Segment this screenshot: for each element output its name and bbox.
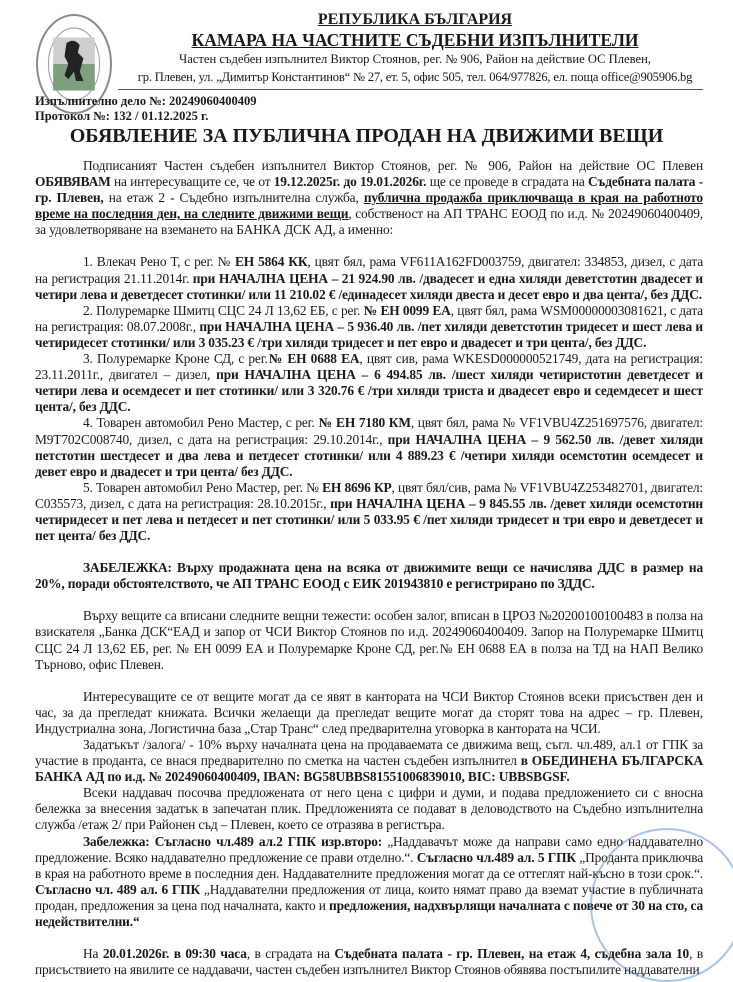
paragraph [35, 415, 703, 479]
text-segment: 3. Полуремарке Кроне СД, с рег. [83, 351, 268, 367]
paragraph [35, 946, 703, 978]
text-segment: ще се проведе в сградата на [426, 174, 589, 190]
text-segment: Съгласно чл.489 ал. 5 ГПК [416, 849, 576, 865]
text-segment: „Наддавачът може да направи само едно наддавателно предложение. Всяко наддавателно предложение се прави отделно.“. [35, 833, 703, 865]
text-segment: при НАЧАЛНА ЦЕНА – 9 845.55 лв. /девет хиляди осемстотин четиридесет и пет лева и петдесет и пет стотинки/ или 5 033.95 € /пет хиляди тридесет и три евро и деветдесет и пет цента/ без ДДС. [35, 495, 704, 544]
paragraph [35, 351, 703, 415]
text-segment: ЕН 8696 КР [322, 479, 392, 495]
text-segment: , собственост на АП ТРАНС ЕООД по и.д. № 20249060400409, за удовлетворяване на вземането на БАНКА ДСК АД, а именно: [35, 206, 703, 238]
text-segment: при НАЧАЛНА ЦЕНА – 6 494.85 лв. /шест хиляди четиристотин деветдесет и четири лева и осемдесет и пет стотинки/ или 3 320.76 € /три хиляди триста и двадесет евро и седемдесет и шест цента/, без ДДС. [35, 367, 703, 415]
text-segment: Съдебната палата - гр. Плевен, [35, 174, 704, 206]
text-segment: 2. Полуремарке Шмитц СЦС 24 Л 13,62 ЕБ, с рег. [83, 302, 364, 318]
text-segment: № ЕН 7180 КМ [318, 415, 411, 431]
paragraph [35, 254, 703, 302]
paragraph [35, 158, 703, 238]
text-segment: Върху вещите са вписани следните вещни тежести: особен залог, вписан в ЦРОЗ №20200100100483 в полза на взискателя „Банка ДСК“ЕАД и запор от ЧСИ Виктор Стоянов по и.д. 20249060400409. Запор на Полуремарке Шмитц СЦС 24 Л 13,62 ЕБ, рег. № ЕН 0099 ЕА и Полуремарке Кроне СД, рег.№ ЕН 0688 ЕА в полза на ТД на НАП Велико Търново, офис Плевен. [35, 608, 703, 672]
text-segment: Подписаният Частен съдебен изпълнител Виктор Стоянов, рег. № 906, Район на действие ОС Плевен [83, 158, 703, 173]
paragraph [35, 737, 703, 785]
protocol-number: Протокол №: 132 / 01.12.2025 г. [35, 109, 209, 123]
text-segment: предложения, надхвърлящи началната с повече от 30 на сто, са недействителни.“ [35, 897, 703, 930]
document-body [35, 158, 703, 978]
text-segment: Забележка: Съгласно чл.489 ал.2 ГПК изр.второ: [83, 833, 383, 849]
text-segment: „Проданта приключва в края на работното време в последния ден. Наддавателните предложения могат да се оттеглят най-късно в този срок.“. [35, 849, 703, 881]
text-segment: 4. Товарен автомобил Рено Мастер, с рег. [83, 415, 319, 431]
text-segment: № ЕН 0099 ЕА [363, 302, 451, 318]
text-segment: на етаж 2 - Съдебно изпълнителна служба, [103, 190, 364, 206]
text-segment: на интересуващите се, че от [110, 174, 274, 190]
text-segment: Задатъкът /залога/ - 10% върху началната цена на продаваемата се движима вещ, съгл. чл.489, ал.1 от ГПК за участие в проданта, се внася предварително по сметка на частен съдебен изпълнител [35, 737, 703, 769]
document-title: ОБЯВЛЕНИЕ ЗА ПУБЛИЧНА ПРОДАН НА ДВИЖИМИ ВЕЩИ [69, 125, 664, 147]
text-segment: ЕН 5864 КК [235, 254, 308, 270]
case-number: Изпълнително дело №: 20249060400409 [35, 94, 257, 108]
header-country: РЕПУБЛИКА БЪЛГАРИЯ [317, 11, 513, 28]
text-segment: в ОБЕДИНЕНА БЪЛГАРСКА БАНКА АД по и.д. № 20249060400409, IBAN: BG58UBBS81551006839010, BIC: UBBSBGSF. [35, 753, 704, 785]
paragraph [35, 608, 703, 672]
paragraph [35, 303, 703, 351]
paragraph [35, 834, 703, 931]
paragraph [35, 785, 703, 833]
text-segment: при НАЧАЛНА ЦЕНА – 9 562.50 лв. /девет хиляди петстотин шестдесет и два лева и петдесет стотинки/ или 4 889.23 € /четири хиляди осемстотин осемдесет и девет евро и двадесет и три цента/ без ДДС. [35, 431, 703, 479]
header-chamber: КАМАРА НА ЧАСТНИТЕ СЪДЕБНИ ИЗПЪЛНИТЕЛИ [191, 30, 639, 50]
header-divider [118, 89, 703, 90]
text-segment: Всеки наддавач посочва предложената от него цена с цифри и думи, и подава предложението си с вносна бележка за внесения задатък в запечатан плик. Предложенията се подават в деловодството на Съдебно изпълнителна служба /етаж 2/ при Районен съд – Плевен, което се отразява в регистъра. [35, 785, 703, 833]
text-segment: Съгласно чл. 489 ал. 6 ГПК [35, 881, 201, 897]
text-segment: публична продажба приключваща в края на работното време на последния ден, на следните движими вещи [35, 190, 703, 222]
text-segment: , цвят бял/сив, рама № VF1VBU4Z253482701, двигател: C035573, дизел, с дата на регистрация: 28.10.2015г., [35, 479, 703, 511]
text-segment: , в сградата на [246, 946, 335, 962]
text-segment: „Наддавателни предложения от лица, които нямат право да вземат участие в публичната продан, предложения за цена под началната, както и [35, 881, 703, 913]
text-segment: 5. Товарен автомобил Рено Мастер, рег. № [83, 479, 323, 495]
text-segment: , в присъствието на явилите се наддавачи, частен съдебен изпълнител Виктор Стоянов обявява постъпилите наддавателни [35, 946, 704, 978]
paragraph [35, 689, 703, 737]
header-enforcer-line: Частен съдебен изпълнител Виктор Стоянов, рег. № 906, Район на действие ОС Плевен, [179, 52, 651, 66]
text-segment: Съдебната палата - гр. Плевен, на етаж 4, съдебна зала 10 [334, 946, 690, 962]
text-segment: , цвят бял, рама WSM00000003081621, с дата на регистрация: 08.07.2008г., [35, 302, 703, 334]
text-segment: при НАЧАЛНА ЦЕНА – 21 924.90 лв. /двадесет и една хиляди деветстотин двадесет и четири лева и деветдесет стотинки/ или 11 210.02 € /единадесет хиляди двеста и десет евро и два цента/, без ДДС. [35, 270, 703, 302]
text-segment: ОБЯВЯВАМ [35, 174, 111, 190]
text-segment: На [83, 946, 103, 962]
text-segment: , цвят сив, рама WKESD000000521749, дата на регистрация: 23.11.2011г., двигател – дизел, [35, 351, 703, 383]
paragraph [35, 480, 703, 544]
text-segment: , цвят бял, рама № VF1VBU4Z251697576, двигател: M9T702C008740, дизел, с дата на регистрация: 29.10.2014г., [35, 415, 703, 447]
text-segment: ЗАБЕЛЕЖКА: Върху продажната цена на всяка от движимите вещи се начислява ДДС в размер на 20%, поради обстоятелството, че АП ТРАНС ЕООД с ЕИК 201943810 е регистрирано по ЗДДС. [35, 560, 703, 592]
text-segment: 19.12.2025г. до 19.01.2026г. [273, 174, 427, 190]
header-address-line: гр. Плевен, ул. „Димитър Константинов“ № 27, ет. 5, офис 505, тел. 064/977826, ел. поща office@905906.bg [137, 70, 693, 84]
paragraph [35, 560, 703, 592]
text-segment: 20.01.2026г. в 09:30 часа [102, 946, 247, 962]
text-segment: № ЕН 0688 ЕА [267, 351, 360, 367]
text-segment: Интересуващите се от вещите могат да се явят в кантората на ЧСИ Виктор Стоянов всеки присъствен ден и час, за да прегледат книжата. Всички желаещи да прегледат вещите могат да сторят това на адрес – гр. Плевен, Индустриална зона, Логистична база „Стар Транс“ след предварителна уговорка в кантората на ЧСИ. [35, 688, 703, 736]
text-segment: , цвят бял, рама VF611A162FD003759, двигател: 334853, дизел, с дата на регистрация 21.11.2014г. [35, 254, 703, 286]
text-segment: при НАЧАЛНА ЦЕНА – 5 936.40 лв. /пет хиляди деветстотин тридесет и шест лева и четиридесет стотинки/ или 3 035.23 € /три хиляди тридесет и пет евро и двадесет и три цента/, без ДДС. [35, 318, 703, 350]
text-segment: 1. Влекач Рено Т, с рег. № [83, 254, 235, 270]
